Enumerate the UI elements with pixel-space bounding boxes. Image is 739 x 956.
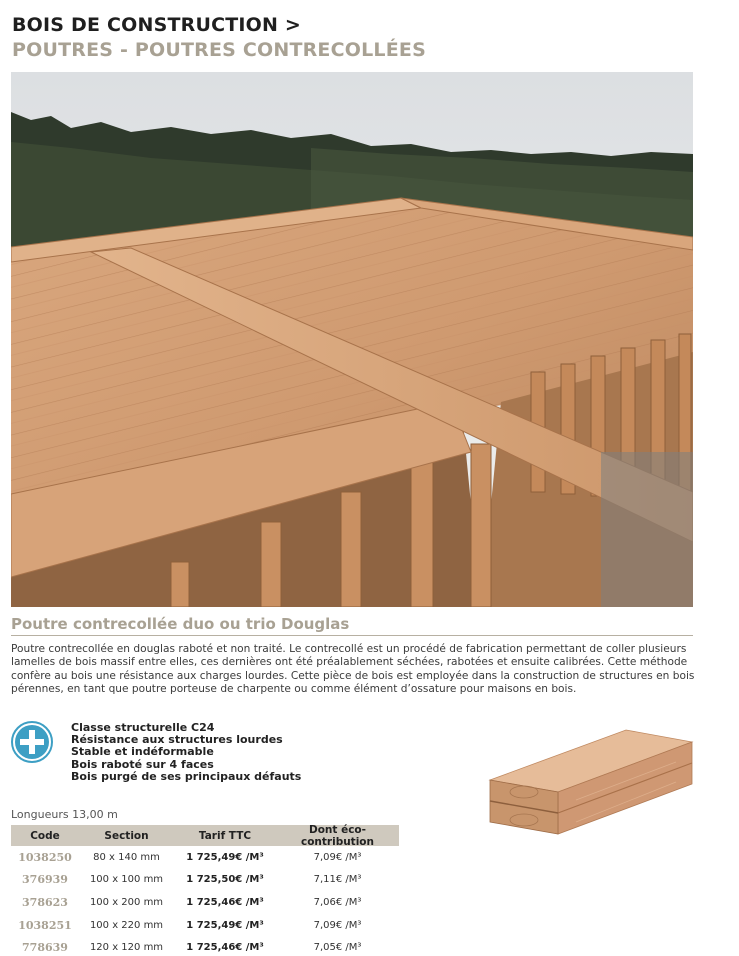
section-divider [11, 635, 693, 636]
cell-section: 100 x 100 mm [89, 874, 164, 886]
table-row [11, 914, 399, 937]
feature-item: Stable et indéformable [71, 745, 214, 759]
product-description: Poutre contrecollée en douglas raboté et non traité. Le contrecollé est un procédé de fabrication permettant de coller plusieurs lamelles de bois massif entre elles, ces dernières ont été préalablement séchées, rabotées et ensuite calibrées. Cette méthode confère au bois une résistance aux charges lourdes. Cette pièce de bois est employée dans la construction de structures en bois pérennes, en tant que poutre porteuse de charpente ou comme élément d’ossature pour maisons en bois. [11, 643, 695, 695]
feature-list [71, 722, 301, 783]
wood-deck-photo [11, 72, 693, 607]
feature-item: Bois raboté sur 4 faces [71, 757, 214, 771]
cell-tarif: 1 725,50€ /M³ [186, 874, 264, 886]
cell-tarif: 1 725,46€ /M³ [186, 942, 264, 954]
table-header [11, 825, 399, 846]
cell-tarif: 1 725,49€ /M³ [186, 919, 264, 931]
table-row [11, 891, 399, 914]
table-row [11, 936, 399, 956]
cell-section: 80 x 140 mm [93, 851, 160, 863]
beam-product-image [486, 722, 696, 872]
cell-eco: 7,06€ /M³ [313, 896, 362, 908]
cell-code: 376939 [22, 873, 68, 887]
cell-section: 100 x 220 mm [89, 919, 164, 931]
column-header-eco: Dont éco-contribution [300, 823, 374, 848]
feature-item: Bois purgé de ses principaux défauts [71, 769, 302, 783]
cell-code: 1038251 [18, 918, 72, 932]
cell-code: 378623 [22, 895, 68, 909]
column-header-section: Section [104, 829, 149, 842]
column-header-code: Code [30, 829, 60, 842]
feature-item: Résistance aux structures lourdes [71, 733, 283, 747]
cell-eco: 7,05€ /M³ [313, 942, 362, 954]
table-row [11, 869, 399, 892]
subcategory-heading: POUTRES - POUTRES CONTRECOLLÉES [12, 39, 426, 61]
lengths-label: Longueurs 13,00 m [11, 808, 118, 821]
cell-eco: 7,09€ /M³ [313, 919, 362, 931]
cell-tarif: 1 725,46€ /M³ [186, 896, 264, 908]
cell-tarif: 1 725,49€ /M³ [186, 851, 264, 863]
price-table [11, 825, 399, 956]
product-title: Poutre contrecollée duo ou trio Douglas [11, 615, 350, 633]
cell-code: 1038250 [18, 850, 72, 864]
column-header-tarif: Tarif TTC [198, 829, 252, 842]
category-heading: BOIS DE CONSTRUCTION > [12, 14, 302, 36]
plus-icon [10, 720, 54, 764]
cell-eco: 7,09€ /M³ [313, 851, 362, 863]
feature-item: Classe structurelle C24 [71, 721, 215, 734]
cell-section: 100 x 200 mm [89, 896, 164, 908]
cell-code: 778639 [22, 941, 68, 955]
cell-section: 120 x 120 mm [89, 942, 164, 954]
cell-eco: 7,11€ /M³ [313, 874, 362, 886]
table-row [11, 846, 399, 869]
